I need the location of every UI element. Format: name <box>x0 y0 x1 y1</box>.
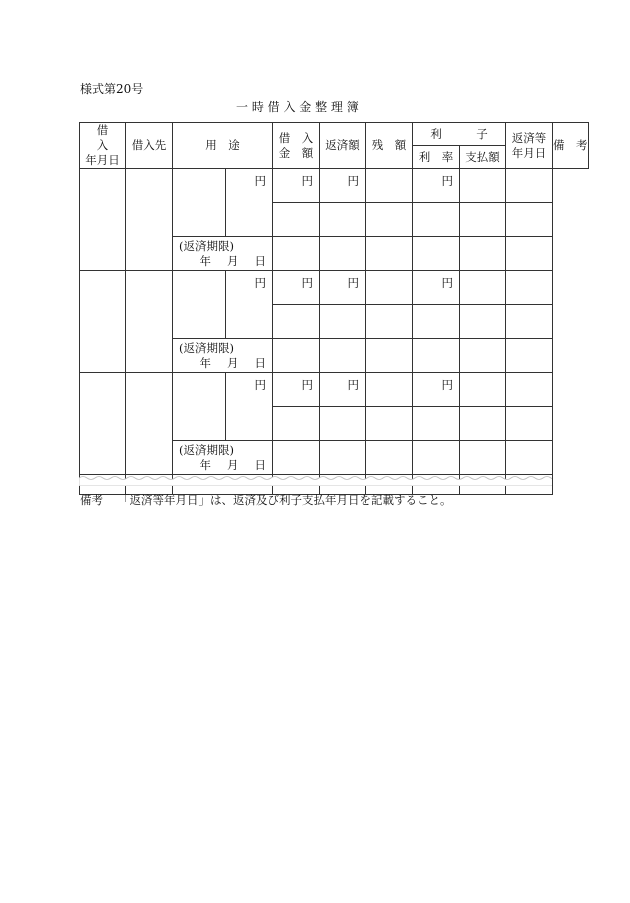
repaid-cell[interactable] <box>273 407 320 441</box>
repay-date-cell[interactable] <box>460 407 506 441</box>
repaid-cell[interactable] <box>273 237 320 271</box>
rate-cell[interactable] <box>366 305 413 339</box>
repay-date-cell[interactable] <box>460 373 506 407</box>
year-label: 年 <box>199 254 211 268</box>
header-paid: 支払額 <box>460 146 506 169</box>
interest-paid-cell[interactable] <box>413 169 460 203</box>
month-label: 月 <box>227 458 239 472</box>
rate-cell[interactable] <box>366 169 413 203</box>
header-balance: 残 額 <box>366 123 413 169</box>
yen-unit: 円 <box>441 276 453 290</box>
remarks-cell[interactable] <box>506 305 553 339</box>
year-label: 年 <box>199 458 211 472</box>
yen-unit: 円 <box>441 378 453 392</box>
balance-cell[interactable] <box>320 237 366 271</box>
interest-paid-cell[interactable] <box>413 305 460 339</box>
balance-cell[interactable] <box>320 203 366 237</box>
purpose-cell[interactable] <box>173 169 226 237</box>
lender-cell[interactable] <box>126 169 173 271</box>
header-repay-date-line1: 返済等 <box>511 130 547 145</box>
yen-unit: 円 <box>347 276 359 290</box>
interest-paid-cell[interactable] <box>413 237 460 271</box>
header-amount-line2: 金 額 <box>278 145 314 160</box>
repay-date-cell[interactable] <box>460 237 506 271</box>
deadline-date <box>179 458 272 473</box>
header-interest: 利 子 <box>413 123 506 146</box>
balance-cell[interactable] <box>320 339 366 373</box>
interest-paid-cell[interactable] <box>413 339 460 373</box>
repaid-cell[interactable] <box>273 169 320 203</box>
interest-paid-cell[interactable] <box>413 407 460 441</box>
repay-date-cell[interactable] <box>460 203 506 237</box>
repay-date-cell[interactable] <box>460 271 506 305</box>
rate-cell[interactable] <box>366 441 413 475</box>
yen-unit: 円 <box>441 174 453 188</box>
rate-cell[interactable] <box>366 237 413 271</box>
repaid-cell[interactable] <box>273 373 320 407</box>
remarks-cell[interactable] <box>506 407 553 441</box>
day-label: 日 <box>254 254 266 268</box>
deadline-label: (返済期限) <box>179 239 234 253</box>
interest-paid-cell[interactable] <box>413 203 460 237</box>
interest-paid-cell[interactable] <box>413 441 460 475</box>
lender-cell[interactable] <box>126 373 173 475</box>
rate-cell[interactable] <box>366 407 413 441</box>
borrow-date-cell[interactable] <box>80 373 126 475</box>
balance-cell[interactable] <box>320 169 366 203</box>
repaid-cell[interactable] <box>273 271 320 305</box>
yen-unit: 円 <box>254 378 266 392</box>
repayment-deadline-cell[interactable] <box>173 339 273 373</box>
repayment-deadline-cell[interactable] <box>173 441 273 475</box>
table-tear-edge <box>79 472 552 486</box>
document-title: 一 時 借 入 金 整 理 簿 <box>236 100 359 114</box>
balance-cell[interactable] <box>320 373 366 407</box>
remarks-cell[interactable] <box>506 271 553 305</box>
yen-unit: 円 <box>347 174 359 188</box>
yen-unit: 円 <box>347 378 359 392</box>
interest-paid-cell[interactable] <box>413 271 460 305</box>
deadline-date <box>179 254 272 269</box>
yen-unit: 円 <box>301 174 313 188</box>
header-repay-date-line2: 年月日 <box>511 145 547 160</box>
remarks-cell[interactable] <box>506 441 553 475</box>
balance-cell[interactable] <box>320 305 366 339</box>
day-label: 日 <box>254 356 266 370</box>
yen-unit: 円 <box>254 174 266 188</box>
header-borrow-date <box>80 123 126 169</box>
rate-cell[interactable] <box>366 271 413 305</box>
ledger-entry-row <box>80 373 589 407</box>
footnote <box>80 492 452 508</box>
header-row <box>80 123 589 146</box>
day-label: 日 <box>254 458 266 472</box>
header-remarks: 備 考 <box>553 123 589 169</box>
ledger-entry-row <box>80 271 589 305</box>
repaid-cell[interactable] <box>273 305 320 339</box>
form-number: 様式第20号 <box>80 82 144 96</box>
month-label: 月 <box>227 356 239 370</box>
repaid-cell[interactable] <box>273 203 320 237</box>
balance-cell[interactable] <box>320 441 366 475</box>
remarks-cell[interactable] <box>506 203 553 237</box>
repaid-cell[interactable] <box>273 441 320 475</box>
repaid-cell[interactable] <box>273 339 320 373</box>
borrow-date-cell[interactable] <box>80 271 126 373</box>
balance-cell[interactable] <box>320 407 366 441</box>
header-borrow-date-line1: 借 入 <box>96 123 120 152</box>
header-repaid: 返済額 <box>320 123 366 169</box>
repay-date-cell[interactable] <box>460 441 506 475</box>
interest-paid-cell[interactable] <box>413 373 460 407</box>
footnote-label: 備考 <box>80 493 103 507</box>
lender-cell[interactable] <box>126 271 173 373</box>
remarks-cell[interactable] <box>506 373 553 407</box>
month-label: 月 <box>227 254 239 268</box>
repay-date-cell[interactable] <box>460 339 506 373</box>
footnote-text: 「返済等年月日」は、返済及び利子支払年月日を記載すること。 <box>118 493 452 507</box>
header-rate: 利 率 <box>413 146 460 169</box>
purpose-cell[interactable] <box>173 271 226 339</box>
remarks-cell[interactable] <box>506 237 553 271</box>
yen-unit: 円 <box>301 276 313 290</box>
repay-date-cell[interactable] <box>460 169 506 203</box>
borrow-date-cell[interactable] <box>80 169 126 271</box>
remarks-cell[interactable] <box>506 339 553 373</box>
repay-date-cell[interactable] <box>460 305 506 339</box>
rate-cell[interactable] <box>366 373 413 407</box>
deadline-label: (返済期限) <box>179 443 234 457</box>
repayment-deadline-cell[interactable] <box>173 237 273 271</box>
remarks-cell[interactable] <box>506 169 553 203</box>
balance-cell[interactable] <box>320 271 366 305</box>
deadline-date <box>179 356 272 371</box>
header-lender: 借入先 <box>126 123 173 169</box>
amount-cell[interactable] <box>226 169 273 237</box>
yen-unit: 円 <box>254 276 266 290</box>
header-repay-date <box>506 123 553 169</box>
rate-cell[interactable] <box>366 339 413 373</box>
header-amount <box>273 123 320 169</box>
deadline-label: (返済期限) <box>179 341 234 355</box>
amount-cell[interactable] <box>226 271 273 339</box>
purpose-cell[interactable] <box>173 373 226 441</box>
header-amount-line1: 借 入 <box>278 130 314 145</box>
amount-cell[interactable] <box>226 373 273 441</box>
yen-unit: 円 <box>301 378 313 392</box>
header-purpose: 用 途 <box>173 123 273 169</box>
year-label: 年 <box>199 356 211 370</box>
header-borrow-date-line2: 年月日 <box>85 153 120 167</box>
rate-cell[interactable] <box>366 203 413 237</box>
ledger-entry-row <box>80 169 589 203</box>
loan-ledger-table <box>79 122 589 495</box>
